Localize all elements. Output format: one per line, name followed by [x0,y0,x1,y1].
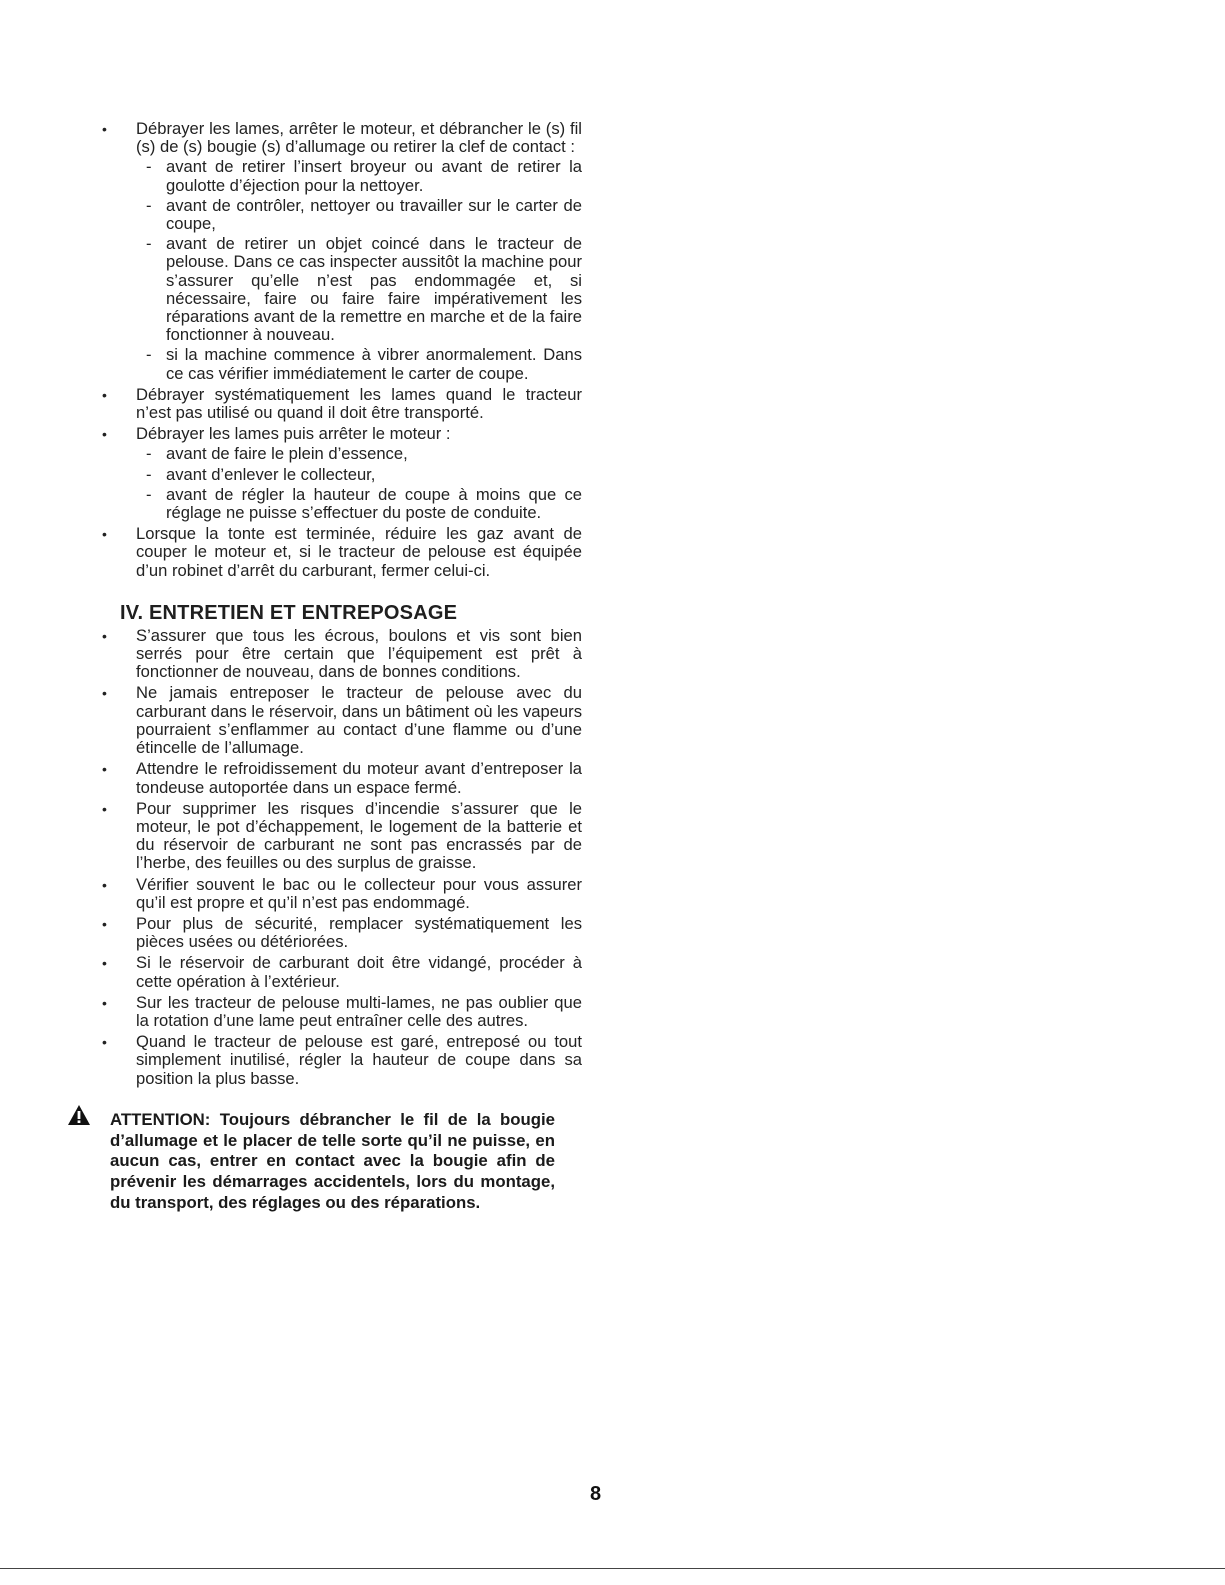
list-item [100,760,582,796]
list-item [100,915,582,951]
list-item-text: Lorsque la tonte est terminée, réduire les gaz avant de couper le moteur et, si le tracteur de pelouse est équipée d’un robinet d’arrêt du carburant, fermer celui-ci. [136,524,582,580]
bullet-icon: • [102,685,107,702]
list-item [100,627,582,682]
sub-list-item [136,235,582,344]
list-item [100,525,582,580]
list-item-text: Ne jamais entreposer le tracteur de pelouse avec du carburant dans le réservoir, dans un bâtiment où les vapeurs pourraient s’enflammer au contact d’une flamme ou d’une étincelle de l’allumage. [136,683,582,758]
bullet-icon: • [102,386,107,403]
sub-list-item [136,158,582,194]
list-item-text: Débrayer les lames, arrêter le moteur, et débrancher le (s) fil (s) de (s) bougie (s) d’allumage ou retirer la clef de contact : [136,119,582,157]
sub-list-item [136,486,582,522]
sub-list-item [136,466,582,484]
sub-list-item-text: avant de contrôler, nettoyer ou travailler sur le carter de coupe, [166,195,582,234]
sub-list-item-text: avant de retirer l’insert broyeur ou avant de retirer la goulotte d’éjection pour la nettoyer. [166,157,582,195]
maintenance-list [100,627,582,1088]
list-item-text: Débrayer les lames puis arrêter le moteur : [136,424,451,444]
sub-list-item-text: avant de régler la hauteur de coupe à moins que ce réglage ne puisse s’effectuer du poste de conduite. [166,484,582,523]
list-item [100,876,582,912]
bullet-icon: • [102,876,107,893]
sub-list-item-text: si la machine commence à vibrer anormalement. Dans ce cas vérifier immédiatement le carter de coupe. [166,345,582,383]
list-item [100,954,582,990]
sub-list-item [136,197,582,233]
sub-list-item-text: avant d’enlever le collecteur, [166,464,376,484]
bullet-icon: • [102,121,107,137]
list-item-text: Débrayer systématiquement les lames quand le tracteur n’est pas utilisé ou quand il doit être transporté. [136,384,582,423]
list-item-text: Attendre le refroidissement du moteur avant d’entreposer la tondeuse autoportée dans un espace fermé. [136,759,582,797]
warning-text: Toujours débrancher le fil de la bougie d’allumage et le placer de telle sorte qu’il ne puisse, en aucun cas, entrer en contact avec la bougie afin de prévenir les démarrages accidentels, lors du montage, du transport, des réglages ou des réparations. [110,1109,555,1212]
section-heading: IV. ENTRETIEN ET ENTREPOSAGE [120,601,458,624]
dash-icon: - [146,195,152,215]
list-item-text: S’assurer que tous les écrous, boulons et vis sont bien serrés pour être certain que l’équipement est prêt à fonctionner de nouveau, dans de bonnes conditions. [136,625,582,682]
warning-label: ATTENTION: [110,1109,211,1129]
list-item [100,800,582,873]
sub-list-item-text: avant de faire le plein d’essence, [166,444,408,464]
sub-list-item [136,445,582,463]
sub-list [136,158,582,382]
sub-list [136,445,582,522]
safety-list [100,120,582,580]
list-item [100,994,582,1030]
dash-icon: - [146,484,152,504]
sub-list-item-text: avant de retirer un objet coincé dans le tracteur de pelouse. Dans ce cas inspecter aussitôt la machine pour s’assurer qu’elle n’est pas endommagée et, si nécessaire, faire ou faire faire impérativement les réparations avant de la remettre en marche et de la faire fonctionner à nouveau. [166,234,582,345]
list-item [100,386,582,422]
bullet-icon: • [102,627,107,644]
list-item [100,425,582,522]
sub-list-item [136,346,582,382]
warning-notice [110,1110,555,1214]
bottom-rule [0,1568,1225,1569]
text-column [100,120,582,1214]
dash-icon: - [146,234,152,254]
bullet-icon: • [102,526,107,543]
bullet-icon: • [102,761,107,778]
bullet-icon: • [102,426,107,443]
dash-icon: - [146,464,152,484]
list-item-text: Si le réservoir de carburant doit être vidangé, procéder à cette opération à l’extérieur. [136,953,582,991]
list-item-text: Pour plus de sécurité, remplacer systématiquement les pièces usées ou détériorées. [136,913,582,952]
bullet-icon: • [102,994,107,1011]
list-item-text: Sur les tracteur de pelouse multi-lames, ne pas oublier que la rotation d’une lame peut entraîner celle des autres. [136,992,582,1030]
page-number: 8 [590,1483,602,1505]
dash-icon: - [146,444,152,464]
bullet-icon: • [102,955,107,972]
list-item-text: Pour supprimer les risques d’incendie s’assurer que le moteur, le pot d’échappement, le logement de la batterie et du réservoir de carburant ne sont pas encrassés par de l’herbe, des feuilles ou des surplus de graisse. [136,798,582,873]
dash-icon: - [146,345,152,365]
list-item [100,120,582,383]
bullet-icon: • [102,1034,107,1051]
bullet-icon: • [102,915,107,932]
warning-triangle-icon [67,1104,91,1126]
bullet-icon: • [102,800,107,817]
list-item [100,1033,582,1088]
list-item-text: Vérifier souvent le bac ou le collecteur pour vous assurer qu’il est propre et qu’il n’est pas endommagé. [136,874,582,912]
list-item [100,684,582,757]
dash-icon: - [146,157,152,177]
list-item-text: Quand le tracteur de pelouse est garé, entreposé ou tout simplement inutilisé, régler la hauteur de coupe dans sa position la plus basse. [136,1032,582,1088]
